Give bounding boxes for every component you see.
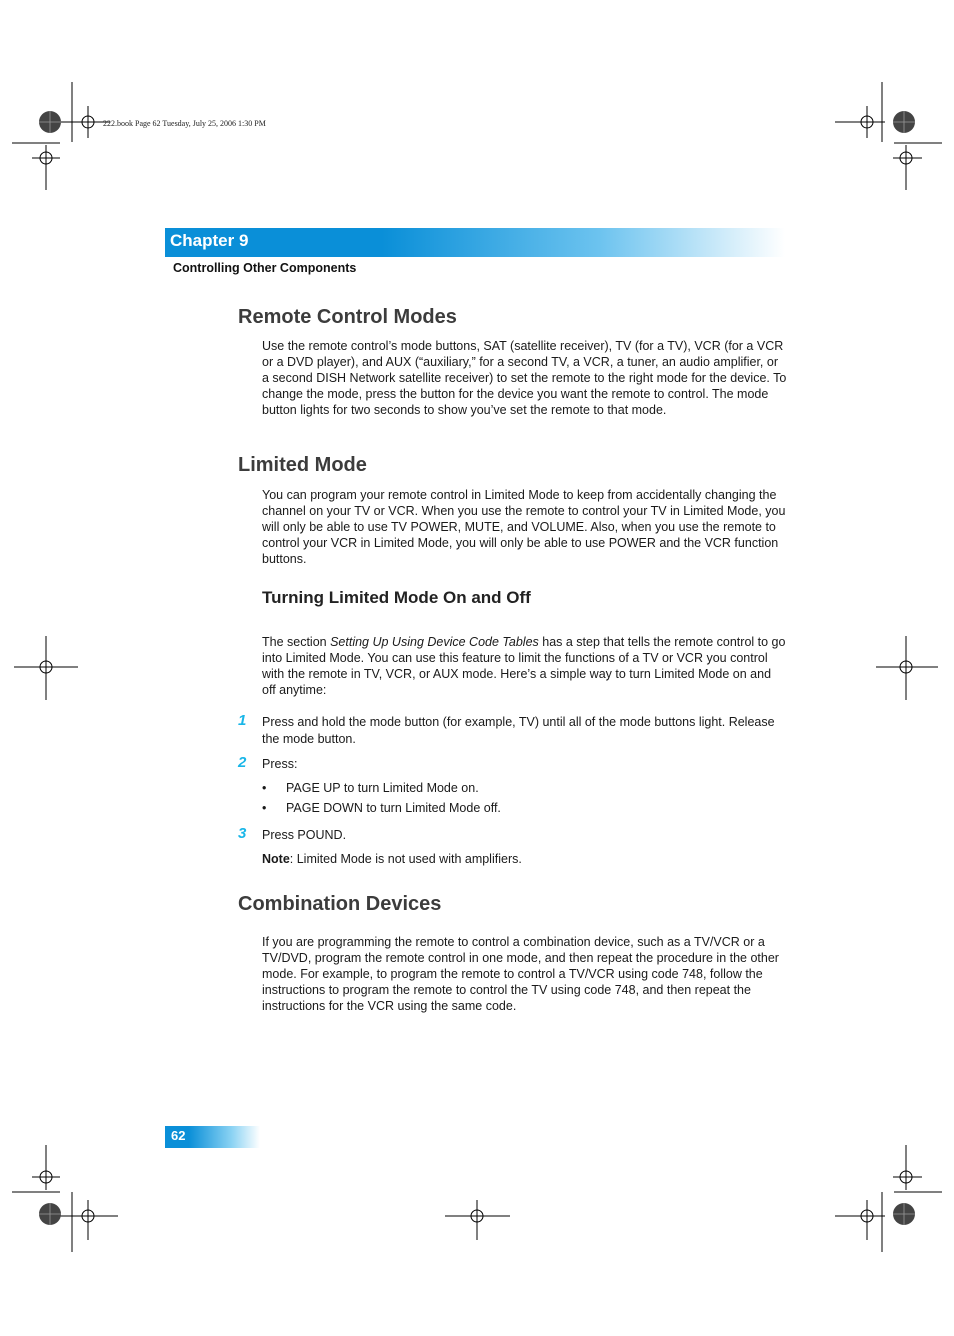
- turning-paragraph: [262, 634, 787, 698]
- limited-mode-paragraph: You can program your remote control in Limited Mode to keep from accidentally changing the channel on your TV or VCR. When you use the remote to control your TV in Limited Mode, you will only be able to use TV POWER, MUTE, and VOLUME. Also, when you use the remote to control your VCR in Limited Mode, you will only be able to use POWER and the VCR function buttons.: [262, 488, 786, 566]
- step-number: 2: [238, 754, 247, 771]
- chapter-subtitle: Controlling Other Components: [173, 261, 357, 275]
- step-number: 3: [238, 825, 247, 842]
- page-number: 62: [171, 1128, 186, 1143]
- print-slug: 222.book Page 62 Tuesday, July 25, 2006 1:30 PM: [103, 119, 266, 128]
- step-text: Press:: [262, 757, 298, 771]
- turning-text-post: has a step that tells the remote control to go into Limited Mode. You can use this feature to limit the functions of a TV or VCR you control with the remote in TV, VCR, or AUX mode. Here’s a simple way to turn Limited Mode on and off anytime:: [262, 635, 786, 697]
- bullet-item: PAGE UP to turn Limited Mode on.: [286, 781, 479, 795]
- bullet-item: PAGE DOWN to turn Limited Mode off.: [286, 801, 501, 815]
- turning-text-pre: The section: [262, 635, 331, 649]
- note-label: Note: [262, 852, 290, 866]
- bullet-marker: •: [262, 781, 267, 795]
- note-text: : Limited Mode is not used with amplifiers.: [289, 852, 522, 866]
- heading-combination-devices: Combination Devices: [238, 893, 442, 915]
- step-number: 1: [238, 712, 247, 729]
- heading-remote-control-modes: Remote Control Modes: [238, 306, 457, 328]
- heading-limited-mode: Limited Mode: [238, 454, 367, 476]
- remote-modes-paragraph: Use the remote control’s mode buttons, SAT (satellite receiver), TV (for a TV), VCR (for a VCR or a DVD player), and AUX (“auxiliary,” for a second TV, a VCR, a tuner, an audio amplifier, or a second DISH Network satellite receiver) to set the remote to the right mode for the device. To change the mode, press the button for the device you want the remote to control. The mode button lights for two seconds to show you’ve set the remote to that mode.: [262, 339, 787, 417]
- step-text: Press POUND.: [262, 828, 347, 842]
- bullet-marker: •: [262, 801, 267, 815]
- chapter-banner: [165, 228, 785, 257]
- note: [262, 851, 782, 868]
- step-text: Press and hold the mode button (for example, TV) until all of the mode buttons light. Release the mode button.: [262, 715, 775, 746]
- heading-turning-limited-mode: Turning Limited Mode On and Off: [262, 588, 531, 607]
- chapter-title: Chapter 9: [170, 231, 249, 250]
- combination-paragraph: If you are programming the remote to control a combination device, such as a TV/VCR or a TV/DVD, program the remote control in one mode, and then repeat the procedure in the other mode. For example, to program the remote to control a TV/VCR using code 748, follow the instructions to program the remote to control the TV using code 748, and then repeat the instructions for the VCR using the same code.: [262, 935, 779, 1013]
- turning-text-italic: Setting Up Using Device Code Tables: [330, 635, 539, 649]
